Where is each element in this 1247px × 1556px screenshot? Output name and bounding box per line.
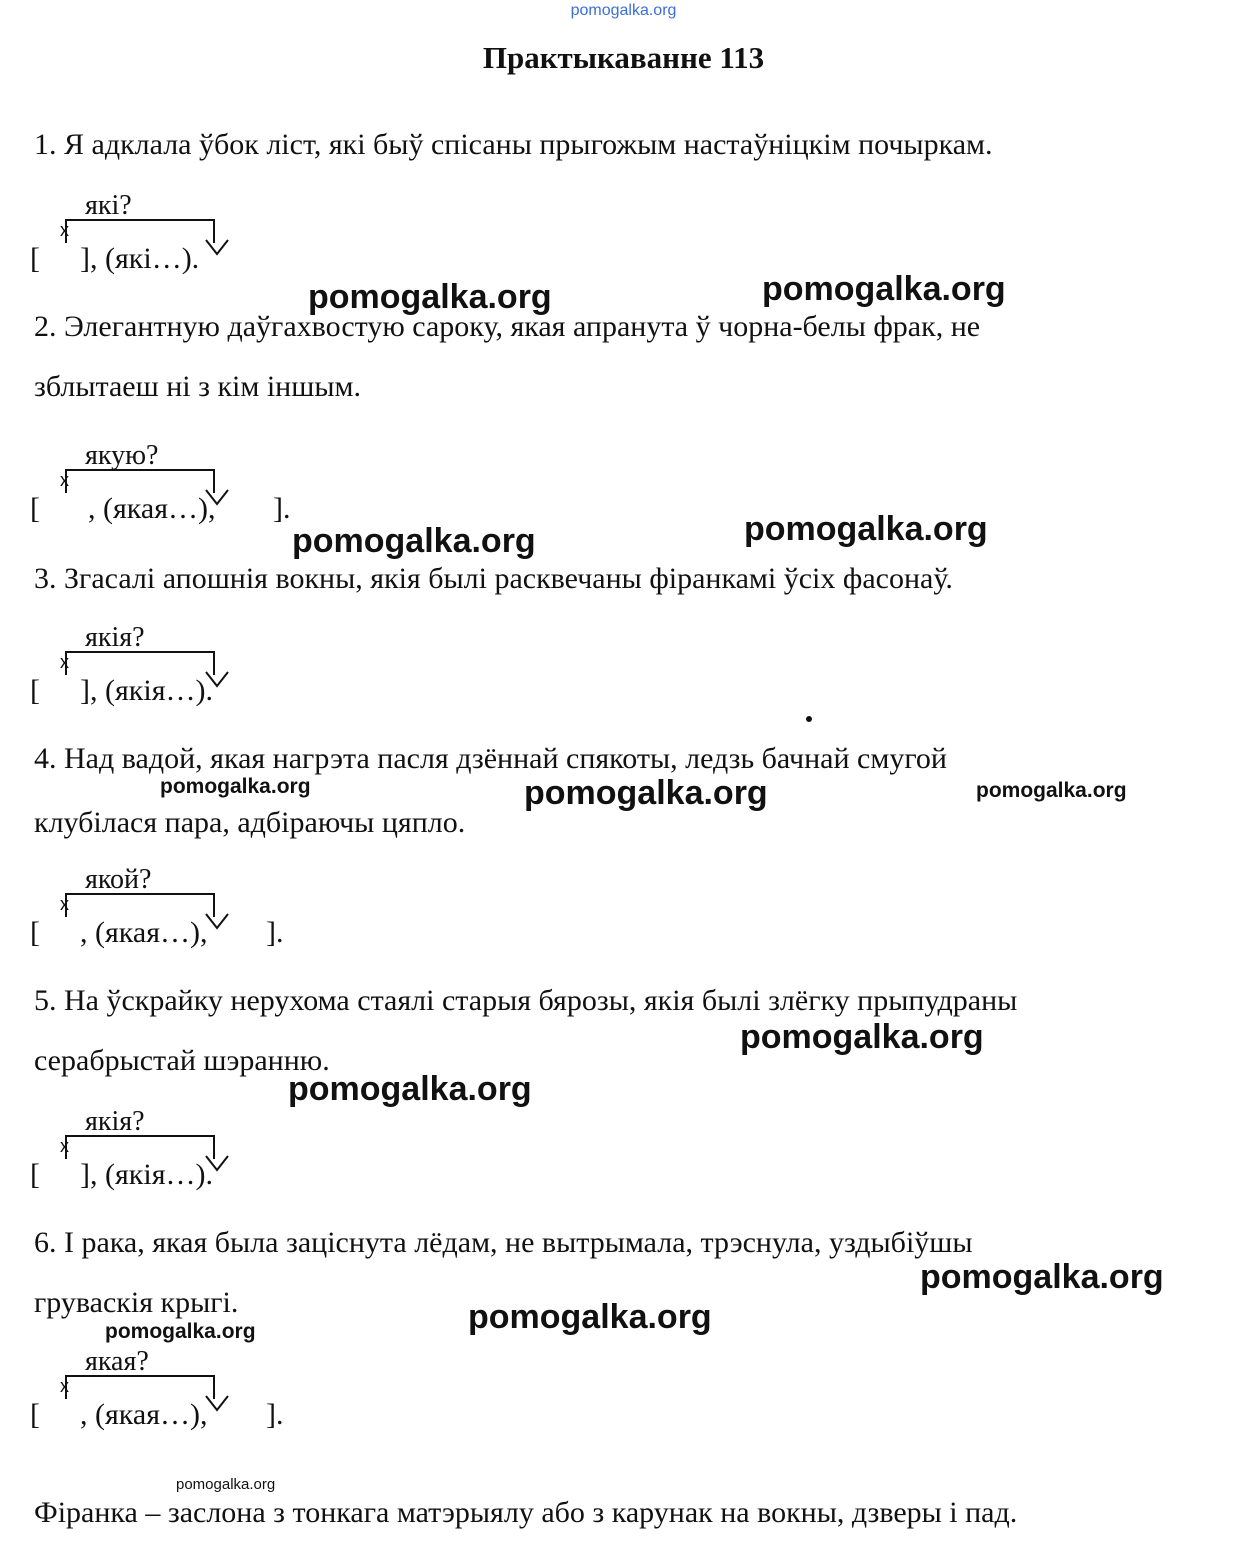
sentence-4-line-2: клубілася пара, адбіраючы цяпло. bbox=[34, 806, 466, 839]
scheme-bracket-line bbox=[65, 469, 215, 493]
scheme-question: якія? bbox=[85, 622, 145, 653]
sentence-4-line-1: 4. Над вадой, якая нагрэта пасля дзённай спякоты, ледзь бачнай смугой bbox=[34, 742, 947, 775]
scheme-x-mark: x bbox=[60, 220, 69, 240]
scheme-left-bracket: [ bbox=[30, 674, 40, 707]
scheme-left-bracket: [ bbox=[30, 242, 40, 275]
scheme-clauses: , (якая…), bbox=[80, 1398, 208, 1431]
stray-dot bbox=[806, 716, 812, 722]
watermark: pomogalka.org bbox=[976, 779, 1127, 802]
scheme-clauses: ], (якія…). bbox=[80, 674, 213, 707]
watermark: pomogalka.org bbox=[176, 1476, 276, 1493]
scheme-bracket-line bbox=[65, 1375, 215, 1399]
scheme-question: якой? bbox=[85, 864, 152, 895]
scheme-right-bracket: ]. bbox=[273, 492, 291, 525]
scheme-right-bracket: ]. bbox=[266, 1398, 284, 1431]
scheme-1 bbox=[30, 190, 330, 285]
scheme-question: які? bbox=[85, 190, 132, 221]
scheme-clauses: , (якая…), bbox=[88, 492, 216, 525]
arrow-down-icon bbox=[204, 1394, 230, 1412]
watermark: pomogalka.org bbox=[292, 522, 536, 560]
scheme-x-mark: x bbox=[60, 894, 69, 914]
scheme-x-mark: x bbox=[60, 1376, 69, 1396]
definition-note: Фіранка – заслона з тонкага матэрыялу або з карунак на вокны, дзверы і пад. bbox=[34, 1496, 1018, 1529]
watermark: pomogalka.org bbox=[468, 1298, 712, 1336]
sentence-6-line-1: 6. І рака, якая была заціснута лёдам, не вытрымала, трэснула, уздыбіўшы bbox=[34, 1226, 973, 1259]
scheme-bracket-line bbox=[65, 219, 215, 243]
scheme-4 bbox=[30, 864, 330, 959]
sentence-3-line-1: 3. Згасалі апошнія вокны, якія былі расквечаны фіранкамі ўсіх фасонаў. bbox=[34, 562, 953, 595]
watermark: pomogalka.org bbox=[308, 278, 552, 316]
site-url-top[interactable]: pomogalka.org bbox=[570, 2, 677, 19]
scheme-5 bbox=[30, 1106, 330, 1201]
scheme-bracket-line bbox=[65, 651, 215, 675]
scheme-2 bbox=[30, 440, 330, 535]
scheme-left-bracket: [ bbox=[30, 1158, 40, 1191]
watermark: pomogalka.org bbox=[105, 1320, 256, 1343]
arrow-down-icon bbox=[204, 912, 230, 930]
scheme-x-mark: x bbox=[60, 470, 69, 490]
scheme-question: якую? bbox=[85, 440, 159, 471]
watermark: pomogalka.org bbox=[744, 510, 988, 548]
watermark: pomogalka.org bbox=[288, 1070, 532, 1108]
scheme-clauses: , (якая…), bbox=[80, 916, 208, 949]
scheme-x-mark: x bbox=[60, 1136, 69, 1156]
sentence-2-line-1: 2. Элегантную даўгахвостую сароку, якая апранута ў чорна-белы фрак, не bbox=[34, 310, 981, 343]
scheme-bracket-line bbox=[65, 1135, 215, 1159]
scheme-left-bracket: [ bbox=[30, 916, 40, 949]
scheme-clauses: ], (якія…). bbox=[80, 1158, 213, 1191]
scheme-question: якая? bbox=[85, 1346, 149, 1377]
scheme-right-bracket: ]. bbox=[266, 916, 284, 949]
scheme-x-mark: x bbox=[60, 652, 69, 672]
scheme-3 bbox=[30, 622, 330, 717]
scheme-left-bracket: [ bbox=[30, 1398, 40, 1431]
watermark: pomogalka.org bbox=[740, 1018, 984, 1056]
scheme-left-bracket: [ bbox=[30, 492, 40, 525]
watermark: pomogalka.org bbox=[920, 1258, 1164, 1296]
scheme-question: якія? bbox=[85, 1106, 145, 1137]
sentence-5-line-1: 5. На ўскрайку нерухома стаялі старыя бярозы, якія былі злёгку прыпудраны bbox=[34, 984, 1018, 1017]
sentence-5-line-2: серабрыстай шэранню. bbox=[34, 1044, 330, 1077]
sentence-1-line-1: 1. Я адклала ўбок ліст, які быў спісаны прыгожым настаўніцкім почыркам. bbox=[34, 128, 993, 161]
sentence-2-line-2: зблытаеш ні з кім іншым. bbox=[34, 370, 361, 403]
scheme-6 bbox=[30, 1346, 330, 1441]
scheme-bracket-line bbox=[65, 893, 215, 917]
watermark: pomogalka.org bbox=[762, 270, 1006, 308]
watermark: pomogalka.org bbox=[160, 775, 311, 798]
sentence-6-line-2: груваскія крыгі. bbox=[34, 1286, 239, 1319]
scheme-clauses: ], (які…). bbox=[80, 242, 200, 275]
page-title: Практыкаванне 113 bbox=[482, 40, 765, 75]
watermark: pomogalka.org bbox=[524, 774, 768, 812]
arrow-down-icon bbox=[204, 238, 230, 256]
